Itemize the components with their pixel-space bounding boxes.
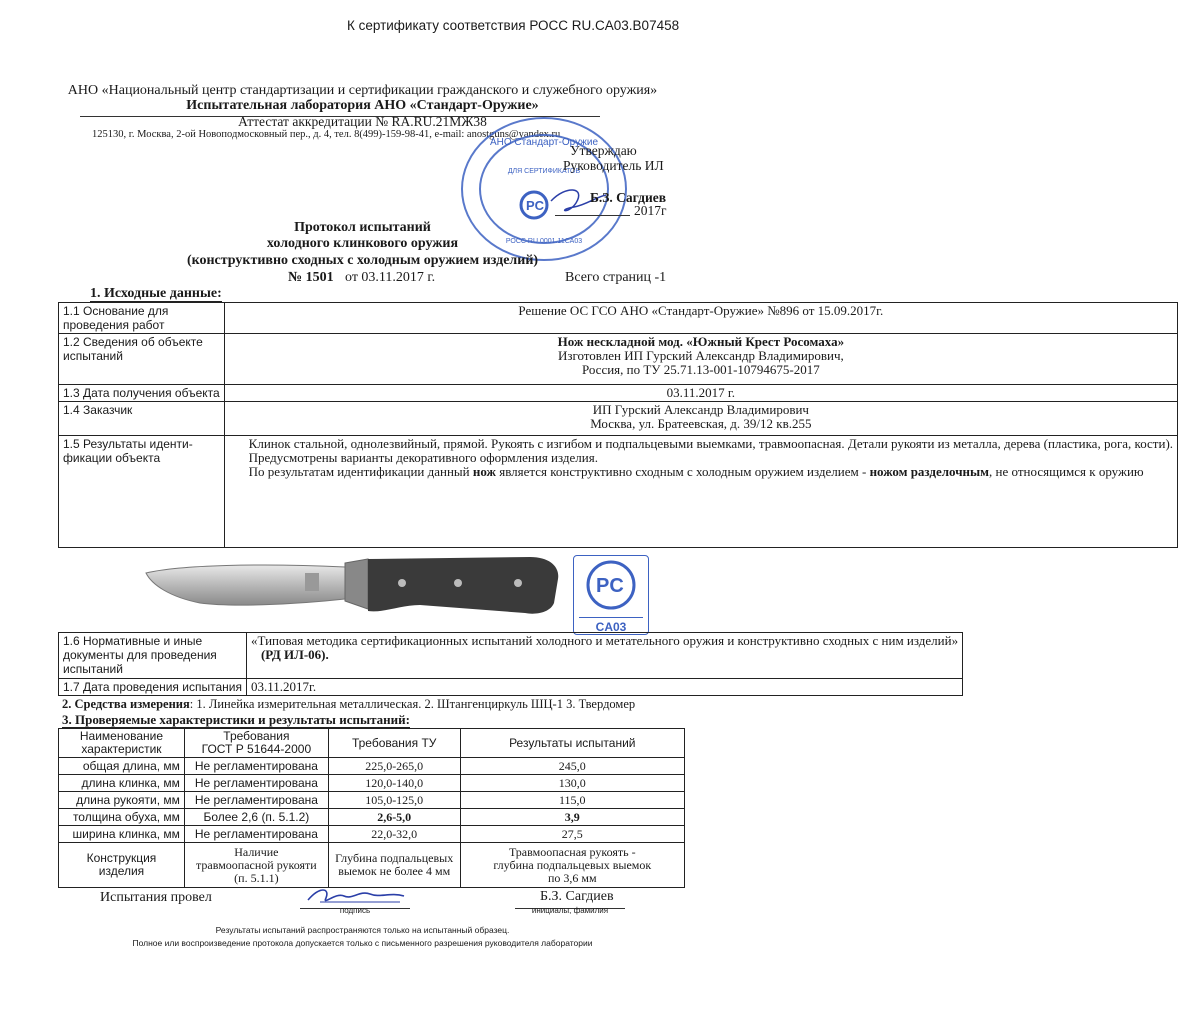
stamp-logo-icon [521,192,547,218]
protocol-number: № 1501 [288,270,334,285]
column-header: Требования ГОСТ Р 51644-2000 [184,729,328,758]
protocol-subtitle-2: (конструктивно сходных с холодным оружием изделий) [186,253,539,268]
table-row [59,385,1178,402]
table-cell: ширина клинка, мм [59,826,185,843]
table-cell: 120,0-140,0 [328,775,460,792]
column-header: Результаты испытаний [460,729,684,758]
table-header-row [59,729,685,758]
certificate-reference: К сертификату соответствия РОСС RU.CA03.B07458 [347,18,680,33]
table-cell: 130,0 [460,775,684,792]
section-1-heading: 1. Исходные данные: [90,286,222,301]
approve-text: Утверждаю [570,143,637,158]
tester-name: Б.З. Сагдиев [540,889,614,904]
table-cell: общая длина, мм [59,758,185,775]
table-row [59,633,963,679]
row-label: 1.2 Сведения об объекте испытаний [59,334,225,385]
table-row [59,775,685,792]
table-row [59,826,685,843]
blade-mark [305,573,319,591]
organization-name: АНО «Национальный центр стандартизации и сертификации гражданского и служебного оружия» [67,83,658,98]
approver-name: Б.З. Сагдиев [590,190,667,205]
identification-text: Клинок стальной, однолезвийный, прямой. Рукоять с изгибом и подпальцевыми выемками, травмоопасная. Детали рукояти из металла, дерева (пластика, рога, кости). [248,436,1174,451]
table-row [59,758,685,775]
table-cell: толщина обуха, мм [59,809,185,826]
table-row [59,792,685,809]
accreditation-line: Аттестат аккредитации № RA.RU.21МЖ38 [238,114,487,129]
svg-text:PC: PC [596,575,624,597]
table-row [59,303,1178,334]
identification-text: Предусмотрены варианты декоративного оформления изделия. [248,450,598,465]
customer-name: ИП Гурский Александр Владимирович [592,402,809,417]
method-code: (РД ИЛ-06). [260,647,329,662]
table-cell: 105,0-125,0 [328,792,460,809]
laboratory-name: Испытательная лаборатория АНО «Стандарт-Оружие» [186,98,539,113]
cert-mark-code: CA03 [579,617,643,634]
row-value [224,402,1177,436]
table-cell: Не регламентирована [184,792,328,809]
manufacturer-spec: Россия, по ТУ 25.71.13-001-10794675-2017 [581,362,820,377]
pct-logo-icon [574,556,648,612]
table-cell: 245,0 [460,758,684,775]
table-row [59,402,1178,436]
table-cell: Глубина подпальцевых выемок не более 4 мм [328,843,460,888]
measuring-tools: : 1. Линейка измерительная металлическая. 2. Штангенциркуль ШЦ-1 3. Твердомер [189,697,636,711]
table-cell: Более 2,6 (п. 5.1.2) [184,809,328,826]
results-table [58,728,685,888]
knife-photo [140,553,580,623]
row-label: 1.5 Результаты иденти- фикации объекта [59,436,225,548]
table-cell: 225,0-265,0 [328,758,460,775]
method-name: «Типовая методика сертификационных испытаний холодного и метательного оружия и конструктивно сходных с ним изделий» [250,633,959,648]
section-2 [62,697,635,712]
column-header: Требования ТУ [328,729,460,758]
row-value [224,334,1177,385]
table-cell: Травмоопасная рукоять - глубина подпальцевых выемок по 3,6 мм [460,843,684,888]
footer-note-1: Результаты испытаний распространяются только на испытанный образец. [215,925,510,935]
table-row [59,436,1178,548]
row-label: 1.7 Дата проведения испытания [59,679,247,696]
table-cell: длина рукояти, мм [59,792,185,809]
row-label: 1.6 Нормативные и иные документы для проведения испытаний [59,633,247,679]
row-label: 1.1 Основание для проведения работ [59,303,225,334]
table-cell: 3,9 [460,809,684,826]
tested-by-label: Испытания провел [100,890,212,905]
protocol-date: от 03.11.2017 г. [345,270,436,285]
table-cell: 2,6-5,0 [328,809,460,826]
table-cell: длина клинка, мм [59,775,185,792]
lab-head-title: Руководитель ИЛ [563,158,664,173]
row-value: 03.11.2017г. [246,679,962,696]
certification-mark [573,555,649,635]
table-row [59,809,685,826]
row-value [246,633,962,679]
product-name: Нож нескладной мод. «Южный Крест Росомаха» [557,334,845,349]
source-data-table [58,302,1178,548]
section-2-heading: 2. Средства измерения [62,697,190,711]
table-cell: 115,0 [460,792,684,809]
table-cell: 27,5 [460,826,684,843]
table-row [59,679,963,696]
row-value: Решение ОС ГСО АНО «Стандарт-Оружие» №896 от 15.09.2017г. [224,303,1177,334]
table-cell: 22,0-32,0 [328,826,460,843]
footer-note-2: Полное или воспроизведение протокола допускается только с письменного разрешения руководителя лаборатории [132,938,593,948]
stamp-center-text: ДЛЯ СЕРТИФИКАТОВ [507,168,581,175]
method-table [58,632,963,696]
table-row [59,843,685,888]
section-3-heading: 3. Проверяемые характеристики и результаты испытаний: [62,712,410,727]
stamp-ring-text: АНО Стандарт-Оружие [489,137,599,148]
approval-date-line [555,215,630,216]
table-row [59,334,1178,385]
table-cell: Наличие травмоопасной рукояти (п. 5.1.1) [184,843,328,888]
name-caption: инициалы, фамилия [531,906,609,915]
table-cell: Не регламентирована [184,775,328,792]
table-cell: Конструкция изделия [59,843,185,888]
signature-caption: подпись [339,906,371,915]
address-line: 125130, г. Москва, 2-ой Новоподмосковный пер., д. 4, тел. 8(499)-159-98-41, e-mail: anostguns@yandex.ru [92,129,561,140]
svg-text:PC: PC [526,198,545,213]
stamp-reg-number: РОСС RU.0001.11СА03 [505,238,583,245]
column-header: Наименование характеристик [59,729,185,758]
protocol-subtitle: холодного клинкового оружия [266,236,459,251]
row-value: 03.11.2017 г. [224,385,1177,402]
protocol-title: Протокол испытаний [294,220,431,235]
row-label: 1.3 Дата получения объекта [59,385,225,402]
identification-conclusion: По результатам идентификации данный нож является конструктивно сходным с холодным оружием изделием - ножом разделочным, не относящимся к оружию [248,464,1144,479]
table-cell: Не регламентирована [184,758,328,775]
customer-address: Москва, ул. Братеевская, д. 39/12 кв.255 [590,416,812,431]
table-cell: Не регламентирована [184,826,328,843]
row-label: 1.4 Заказчик [59,402,225,436]
approval-year: 2017г [634,203,667,218]
manufacturer: Изготовлен ИП Гурский Александр Владимирович, [557,348,844,363]
row-value [224,436,1177,548]
total-pages: Всего страниц -1 [565,270,667,285]
